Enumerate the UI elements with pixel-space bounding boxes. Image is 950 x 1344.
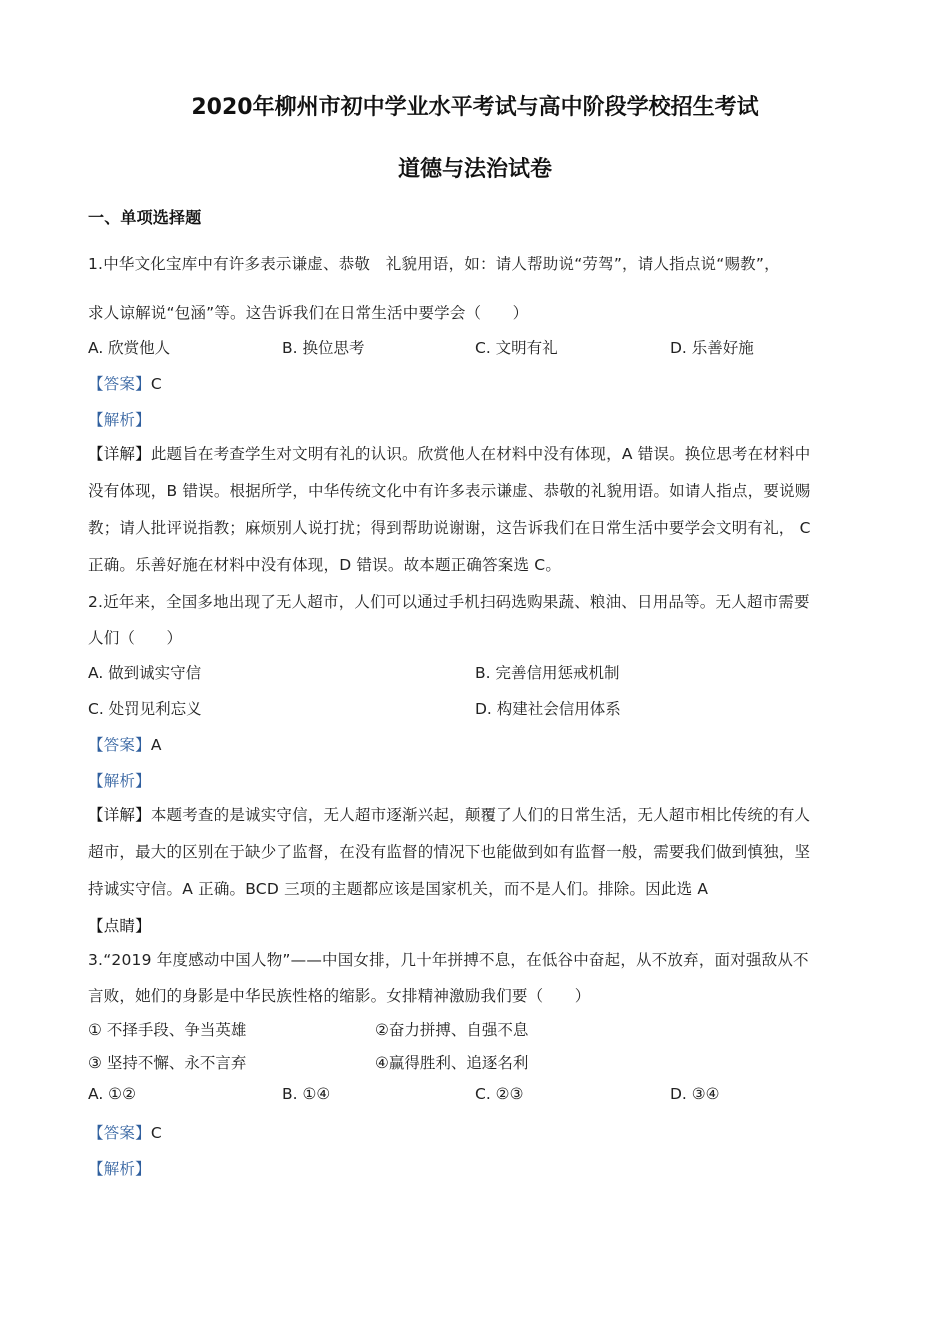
q3-option-a: A. ①② (88, 1085, 136, 1103)
q3-answer (88, 1121, 162, 1143)
q2-detail-line2: 超市，最大的区别在于缺少了监督，在没有监督的情况下也能做到如有监督一般，需要我们做到慎独，坚 (88, 843, 811, 861)
detail-tag: 【详解】 (88, 445, 151, 463)
answer-tag: 【答案】 (88, 736, 151, 754)
answer-value: C (150, 375, 162, 393)
detail-text: 此题旨在考查学生对文明有礼的认识。欣赏他人在材料中没有体现，A 错误。换位思考在材料中 (150, 445, 811, 463)
q2-comment-tag: 【点睛】 (88, 917, 151, 935)
q3-item-3: ③ 坚持不懈、永不言弃 (88, 1054, 247, 1072)
q1-option-a: A. 欣赏他人 (88, 339, 171, 357)
exam-title: 2020年柳州市初中学业水平考试与高中阶段学校招生考试 (191, 95, 759, 120)
q3-item-2: ②奋力拼搏、自强不息 (375, 1021, 529, 1039)
q3-item-4: ④赢得胜利、追逐名利 (375, 1054, 529, 1072)
q2-stem-line1: 2.近年来，全国多地出现了无人超市，人们可以通过手机扫码选购果蔬、粮油、日用品等。无人超市需要 (88, 593, 810, 611)
q3-stem-line2: 言败，她们的身影是中华民族性格的缩影。女排精神激励我们要（ ） (88, 987, 591, 1005)
q2-option-d: D. 构建社会信用体系 (475, 700, 621, 718)
q1-option-b: B. 换位思考 (282, 339, 365, 357)
q1-detail-line1 (88, 442, 810, 464)
q3-item-1: ① 不择手段、争当英雄 (88, 1021, 247, 1039)
q2-option-b: B. 完善信用惩戒机制 (475, 664, 620, 682)
answer-tag: 【答案】 (88, 1124, 151, 1142)
q2-detail-line1 (88, 803, 810, 825)
q2-analysis-tag: 【解析】 (88, 772, 151, 790)
q2-detail-line3: 持诚实守信。A 正确。BCD 三项的主题都应该是国家机关，而不是人们。排除。因此选 A (88, 880, 709, 898)
q2-option-c: C. 处罚见利忘义 (88, 700, 202, 718)
answer-value: A (150, 736, 162, 754)
q1-detail-line4: 正确。乐善好施在材料中没有体现，D 错误。故本题正确答案选 C。 (88, 556, 562, 574)
answer-tag: 【答案】 (88, 375, 151, 393)
q1-answer (88, 372, 162, 394)
answer-value: C (150, 1124, 162, 1142)
q2-answer (88, 733, 162, 755)
section-heading: 一、单项选择题 (88, 208, 202, 227)
q3-option-c: C. ②③ (475, 1085, 524, 1103)
exam-subtitle: 道德与法治试卷 (397, 157, 552, 182)
q3-analysis-tag: 【解析】 (88, 1160, 151, 1178)
q3-option-d: D. ③④ (670, 1085, 720, 1103)
q1-option-d: D. 乐善好施 (670, 339, 754, 357)
q1-stem-line2: 求人谅解说“包涵”等。这告诉我们在日常生活中要学会（ ） (88, 304, 529, 322)
q1-detail-line2: 没有体现，B 错误。根据所学，中华传统文化中有许多表示谦虚、恭敬的礼貌用语。如请人指点，要说赐 (88, 482, 811, 500)
detail-text: 本题考查的是诚实守信，无人超市逐渐兴起，颠覆了人们的日常生活，无人超市相比传统的有人 (150, 806, 811, 824)
q2-option-a: A. 做到诚实守信 (88, 664, 202, 682)
q1-detail-line3: 教；请人批评说指教；麻烦别人说打扰；得到帮助说谢谢，这告诉我们在日常生活中要学会文明有礼， C (88, 519, 811, 537)
q2-stem-line2: 人们（ ） (88, 629, 183, 647)
q1-option-c: C. 文明有礼 (475, 339, 558, 357)
q1-stem-line1: 1.中华文化宝库中有许多表示谦虚、恭敬 礼貌用语，如：请人帮助说“劳驾”，请人指点说“赐教”， (88, 255, 780, 273)
q1-analysis-tag: 【解析】 (88, 411, 151, 429)
detail-tag: 【详解】 (88, 806, 151, 824)
q3-option-b: B. ①④ (282, 1085, 331, 1103)
q3-stem-line1: 3.“2019 年度感动中国人物”——中国女排，几十年拼搏不息，在低谷中奋起，从不放弃，面对强敌从不 (88, 951, 809, 969)
